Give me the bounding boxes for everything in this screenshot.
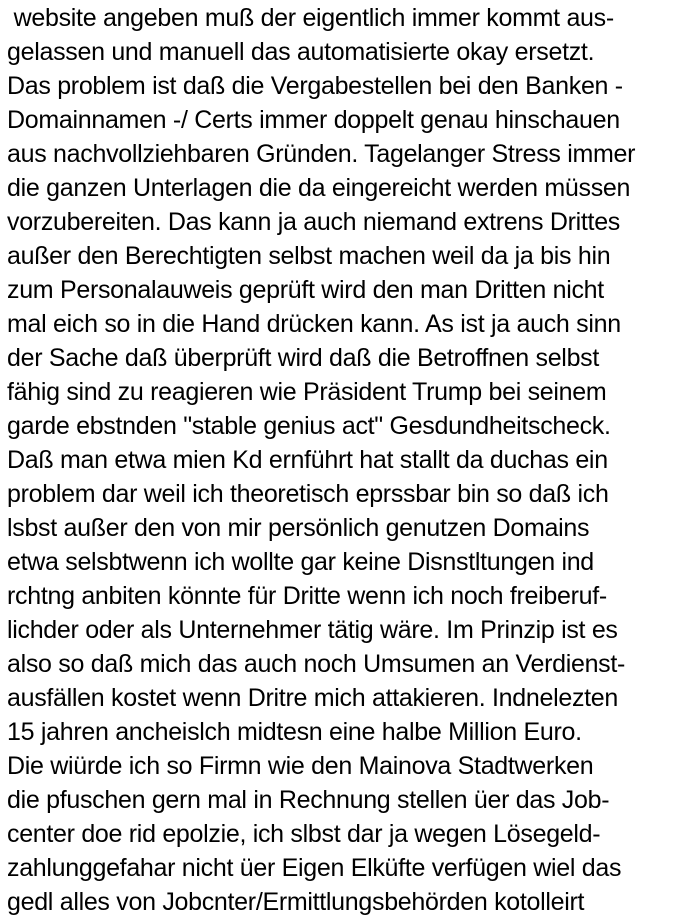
text-line: problem dar weil ich theoretisch eprssbar bin so daß ich: [7, 480, 609, 508]
text-line: etwa selsbtwenn ich wollte gar keine Disnstltungen ind: [7, 548, 594, 576]
text-line: der Sache daß überprüft wird daß die Betroffnen selbst: [7, 344, 600, 372]
text-line: Domainnamen -/ Certs immer doppelt genau hinschauen: [7, 106, 620, 134]
text-line: mal eich so in die Hand drücken kann. As ist ja auch sinn: [7, 310, 621, 338]
text-line: aus nachvollziehbaren Gründen. Tagelanger Stress immer: [7, 140, 636, 168]
text-line: außer den Berechtigten selbst machen weil da ja bis hin: [7, 242, 611, 270]
text-line: Daß man etwa mien Kd ernführt hat stallt da duchas ein: [7, 446, 608, 474]
text-line: zum Personalauweis geprüft wird den man Dritten nicht: [7, 276, 604, 304]
text-line: lsbst außer den von mir persönlich genutzen Domains: [7, 514, 590, 542]
text-line: website angeben muß der eigentlich immer kommt aus-: [7, 4, 614, 32]
text-line: ausfällen kostet wenn Dritre mich attakieren. Indnelezten: [7, 684, 619, 712]
text-line: center doe rid epolzie, ich slbst dar ja wegen Lösegeld-: [7, 820, 601, 848]
text-line: Die wiürde ich so Firmn wie den Mainova Stadtwerken: [7, 752, 594, 780]
text-line: garde ebstnden "stable genius act" Gesdundheitscheck.: [7, 412, 611, 440]
text-line: gelassen und manuell das automatisierte okay ersetzt.: [7, 38, 595, 66]
text-line: lichder oder als Unternehmer tätig wäre. Im Prinzip ist es: [7, 616, 618, 644]
text-line: gedl alles von Jobcnter/Ermittlungsbehörden kotolleirt: [7, 888, 585, 916]
text-line: vorzubereiten. Das kann ja auch niemand extrens Drittes: [7, 208, 620, 236]
text-line: rchtng anbiten könnte für Dritte wenn ich noch freiberuf-: [7, 582, 607, 610]
text-line: zahlunggefahar nicht üer Eigen Elküfte verfügen wiel das: [7, 854, 622, 882]
text-line: Das problem ist daß die Vergabestellen bei den Banken -: [7, 72, 623, 100]
text-line: fähig sind zu reagieren wie Präsident Trump bei seinem: [7, 378, 607, 406]
text-line: also so daß mich das auch noch Umsumen an Verdienst-: [7, 650, 626, 678]
text-line: 15 jahren ancheislch midtesn eine halbe Million Euro.: [7, 718, 582, 746]
text-line: die pfuschen gern mal in Rechnung stellen üer das Job-: [7, 786, 610, 814]
text-line: die ganzen Unterlagen die da eingereicht werden müssen: [7, 174, 631, 202]
